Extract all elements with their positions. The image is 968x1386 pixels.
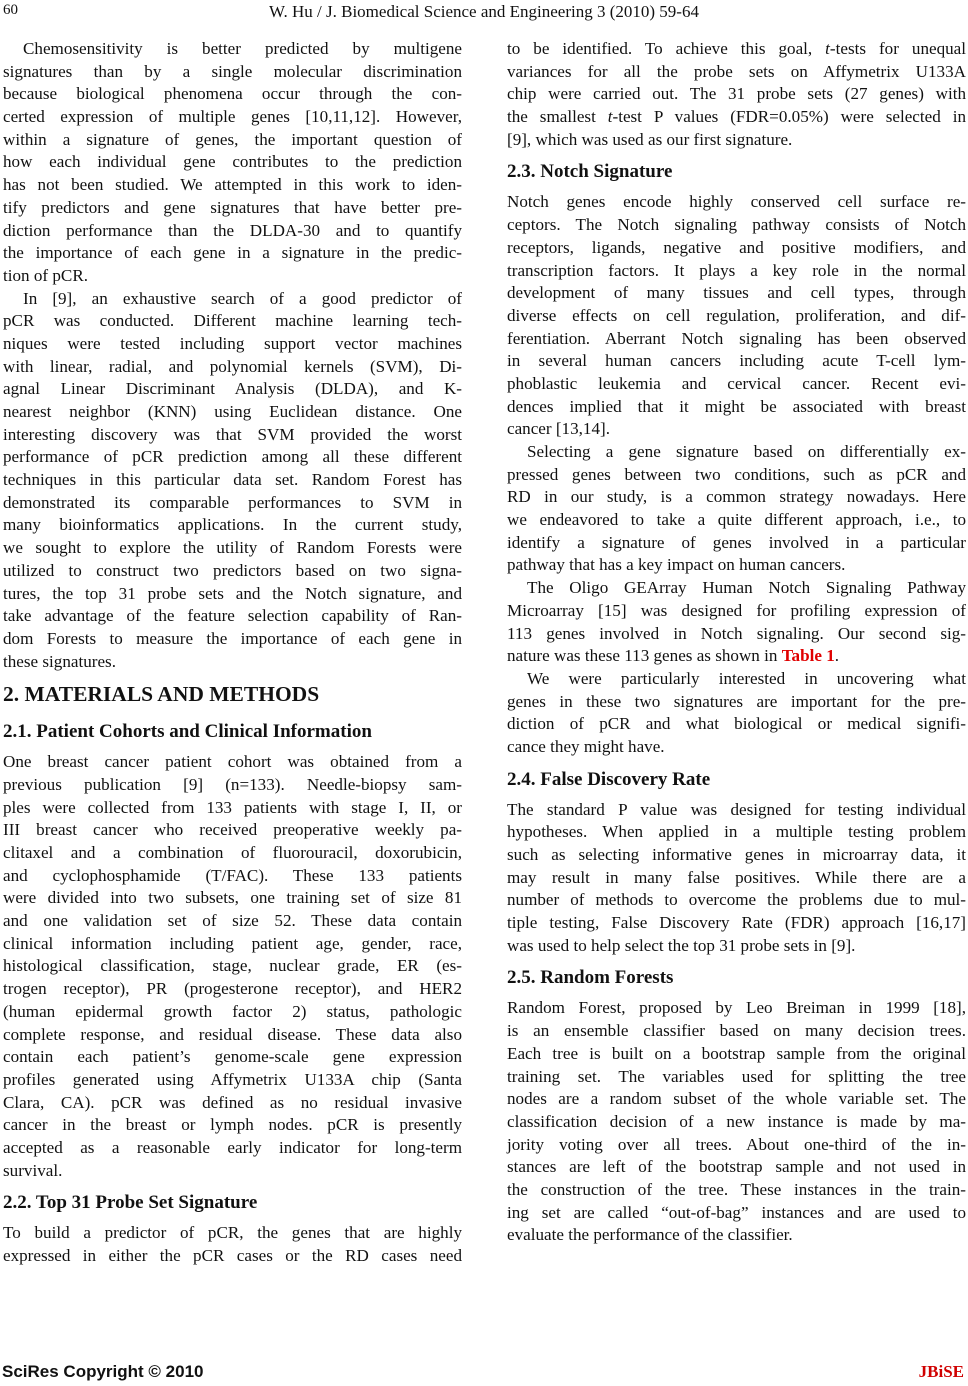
text-line: tures, the top 31 probe sets and the Notch signature, and	[3, 583, 462, 603]
text-line: Selecting a gene signature based on differentially ex-	[527, 442, 966, 461]
text-line: jority voting over all trees. About one-third of the in-	[507, 1134, 966, 1154]
left-column	[3, 38, 462, 1268]
text-line: pCR was conducted. Different machine learning tech-	[3, 311, 462, 331]
text-line: classification decision of a new instance is made by ma-	[507, 1111, 966, 1131]
text-line: the importance of each gene in a signature in the predic-	[3, 243, 462, 263]
selecting-paragraph	[507, 441, 966, 577]
text-line: receptors, ligands, negative and positive modifiers, and	[507, 237, 966, 257]
text-line: because biological phenomena occur through the con-	[3, 84, 462, 104]
text-line: complete response, and residual disease. These data also	[3, 1024, 462, 1044]
text-line: utilized to construct two predictors based on two signa-	[3, 560, 462, 580]
text-line: within a signature of genes, the important question of	[3, 129, 462, 149]
text-line: tiple testing, False Discovery Rate (FDR) approach [16,17]	[507, 913, 966, 933]
journal-abbreviation: JBiSE	[918, 1362, 964, 1381]
text-line: trogen receptor), PR (progesterone receptor), and HER2	[3, 979, 462, 999]
section-heading-notch: 2.3. Notch Signature	[507, 161, 673, 183]
text-line: agnal Linear Discriminant Analysis (DLDA), and K-	[3, 379, 462, 399]
text-line: To build a predictor of pCR, the genes that are highly	[3, 1223, 462, 1243]
text-line: ferentiation. Aberrant Notch signaling has been observed	[507, 328, 966, 348]
random-forests-paragraph	[507, 997, 966, 1247]
text-line: histological classification, stage, nuclear grade, ER (es-	[3, 956, 462, 976]
text-line: take advantage of the feature selection capability of Ran-	[3, 606, 462, 626]
text-line: hypotheses. When applied in a multiple testing problem	[507, 822, 966, 842]
page-number: 60	[3, 2, 18, 18]
text-line: certed expression of multiple genes [10,11,12]. However,	[3, 107, 462, 127]
text-line: has not been studied. We attempted in this work to iden-	[3, 175, 462, 195]
text-line: performance of pCR prediction among all these different	[3, 447, 462, 467]
text-line: demonstrated its comparable performances to SVM in	[3, 492, 462, 512]
text-line: may result in many false positives. While there are a	[507, 867, 966, 887]
copyright-footer: SciRes Copyright © 2010	[2, 1362, 204, 1381]
text-line: evaluate the performance of the classifier.	[507, 1225, 793, 1245]
text-line: ing set are called “out-of-bag” instances and are used to	[507, 1202, 966, 1222]
text-line: with linear, radial, and polynomial kernels (SVM), Di-	[3, 356, 462, 376]
text-line: is an ensemble classifier based on many decision trees.	[507, 1021, 966, 1041]
intro-paragraph-2	[3, 288, 462, 674]
text-line: accepted as a reasonable early indicator for long-term	[3, 1137, 462, 1157]
text-line: (human epidermal growth factor 2) status, pathologic	[3, 1001, 462, 1021]
text-line: such as selecting informative genes in microarray data, it	[507, 845, 966, 864]
text-line: contain each patient’s genome-scale gene expression	[3, 1047, 462, 1067]
text-line: clitaxel and a combination of fluorouracil, doxorubicin,	[3, 843, 462, 862]
section-heading-fdr: 2.4. False Discovery Rate	[507, 768, 711, 790]
text-line: transcription factors. It plays a key role in the normal	[507, 260, 966, 280]
text-line: Chemosensitivity is better predicted by multigene	[23, 39, 462, 58]
text-line: Each tree is built on a bootstrap sample from the original	[507, 1043, 966, 1063]
text-line: Notch genes encode highly conserved cell surface re-	[507, 192, 966, 212]
section-heading-patient-cohorts: 2.1. Patient Cohorts and Clinical Information	[3, 721, 372, 743]
text-line: In [9], an exhaustive search of a good predictor of	[23, 288, 462, 308]
text-line: nearest neighbor (KNN) using Euclidean distance. One	[3, 402, 462, 421]
table-1-link[interactable]: Table 1	[781, 646, 835, 666]
text-line: tion of pCR.	[3, 265, 89, 285]
text-line: The standard P value was designed for testing individual	[507, 799, 966, 819]
text-line: pathway that has a key impact on human cancers.	[507, 555, 846, 575]
text-line: we endeavored to take a quite different approach, i.e., to	[507, 510, 966, 530]
text-line: interesting discovery was that SVM provided the worst	[3, 424, 462, 444]
text-line: RD in our study, is a common strategy nowadays. Here	[507, 487, 966, 507]
right-column	[507, 38, 966, 1247]
interest-paragraph	[507, 668, 966, 759]
text-line: ceptors. The Notch signaling pathway consists of Notch	[507, 215, 966, 235]
text-line: ples were collected from 133 patients with stage I, II, or	[3, 797, 462, 817]
text-line: niques were tested including support vector machines	[3, 333, 462, 353]
section-heading-random-forests: 2.5. Random Forests	[507, 967, 674, 989]
text-line: diction of pCR and what biological or medical signifi-	[507, 714, 966, 734]
text-line: Clara, CA). pCR was defined as no residual invasive	[3, 1092, 462, 1112]
text-line: number of methods to overcome the problems due to mul-	[507, 890, 966, 910]
text-line: pressed genes between two conditions, such as pCR and	[507, 464, 966, 484]
text-line: diction performance than the DLDA-30 and to quantify	[3, 220, 462, 240]
text-line: development of many tissues and cell types, through	[507, 283, 966, 303]
text-line: survival.	[3, 1160, 63, 1180]
text-line: cancer in the breast or lymph nodes. pCR is presently	[3, 1115, 462, 1135]
text-line: The Oligo GEArray Human Notch Signaling Pathway	[527, 578, 966, 598]
text-line: was used to help select the top 31 probe sets in [9].	[507, 935, 856, 955]
text-line: techniques in this particular data set. Random Forest has	[3, 470, 462, 490]
text-line: identify a signature of genes involved in a particular	[507, 532, 966, 552]
text-line: nodes are a random subset of the whole variable set. The	[507, 1089, 966, 1109]
notch-paragraph	[507, 191, 966, 441]
top31-paragraph	[3, 1222, 462, 1267]
text-line: Random Forest, proposed by Leo Breiman in 1999 [18],	[507, 998, 966, 1018]
text-line: tify predictors and gene signatures that have better pre-	[3, 197, 462, 217]
text-line: expressed in either the pCR cases or the RD cases need	[3, 1246, 462, 1265]
top31-paragraph-continued: to be identified. To achieve this goal, t-tests for unequal variances for all the probe sets on Affymetrix U133A chip were carried out. The 31 probe sets (27 genes) with the smallest t-test P values (FDR=0.05%) were selected in [9], which was used as our first signature.	[507, 39, 967, 149]
fdr-paragraph	[507, 799, 966, 958]
text-line: these signatures.	[3, 651, 116, 671]
text-line: and cyclophosphamide (T/FAC). These 133 patients	[3, 865, 462, 885]
intro-paragraph-1	[3, 38, 462, 288]
text-line: Microarray [15] was designed for profiling expression of	[507, 600, 966, 620]
text-line: we sought to explore the utility of Random Forests were	[3, 538, 462, 558]
text-line: One breast cancer patient cohort was obtained from a	[3, 752, 462, 772]
text-line: previous publication [9] (n=133). Needle-biopsy sam-	[3, 774, 462, 794]
text-line: stances are left of the bootstrap sample and not used in	[507, 1157, 966, 1177]
text-line: phoblastic leukemia and cervical cancer. Recent evi-	[507, 373, 966, 393]
text-line: 113 genes involved in Notch signaling. Our second sig-	[507, 623, 966, 643]
text-line: We were particularly interested in uncovering what	[527, 668, 966, 688]
text-line: cance they might have.	[507, 736, 665, 756]
section-heading-materials-methods: 2. MATERIALS AND METHODS	[3, 682, 320, 707]
text-line: profiles generated using Affymetrix U133A chip (Santa	[3, 1069, 462, 1089]
section-heading-top31: 2.2. Top 31 Probe Set Signature	[3, 1192, 258, 1214]
text-line: clinical information including patient age, gender, race,	[3, 933, 462, 953]
text-line: the construction of the tree. These instances in the train-	[507, 1179, 966, 1199]
text-line: III breast cancer who received preoperative weekly pa-	[3, 820, 462, 840]
oligo-paragraph: The Oligo GEArray Human Notch Signaling Pathway Microarray [15] was designed for profiling expression of 113 genes involved in Notch signaling. Our second sig- nature was these 113 genes as shown in Table 1.	[507, 578, 966, 666]
text-line: and one validation set of size 52. These data contain	[3, 911, 462, 931]
text-line: training set. The variables used for splitting the tree	[507, 1066, 966, 1086]
text-line: many bioinformatics applications. In the current study,	[3, 515, 462, 535]
text-line: were divided into two subsets, one training set of size 81	[3, 888, 462, 908]
text-line: dences implied that it might be associated with breast	[507, 396, 966, 416]
running-title: W. Hu / J. Biomedical Science and Engineering 3 (2010) 59-64	[269, 2, 699, 21]
text-line: how each individual gene contributes to the prediction	[3, 152, 462, 172]
text-line: signatures than by a single molecular discrimination	[3, 61, 462, 81]
patient-cohorts-paragraph	[3, 751, 462, 1182]
text-line: cancer [13,14].	[507, 419, 610, 439]
text-line: genes in these two signatures are important for the pre-	[507, 691, 966, 711]
text-line: diverse effects on cell regulation, proliferation, and dif-	[507, 305, 966, 325]
text-line: dom Forests to measure the importance of each gene in	[3, 628, 462, 648]
text-line: in several human cancers including acute T-cell lym-	[507, 351, 966, 371]
